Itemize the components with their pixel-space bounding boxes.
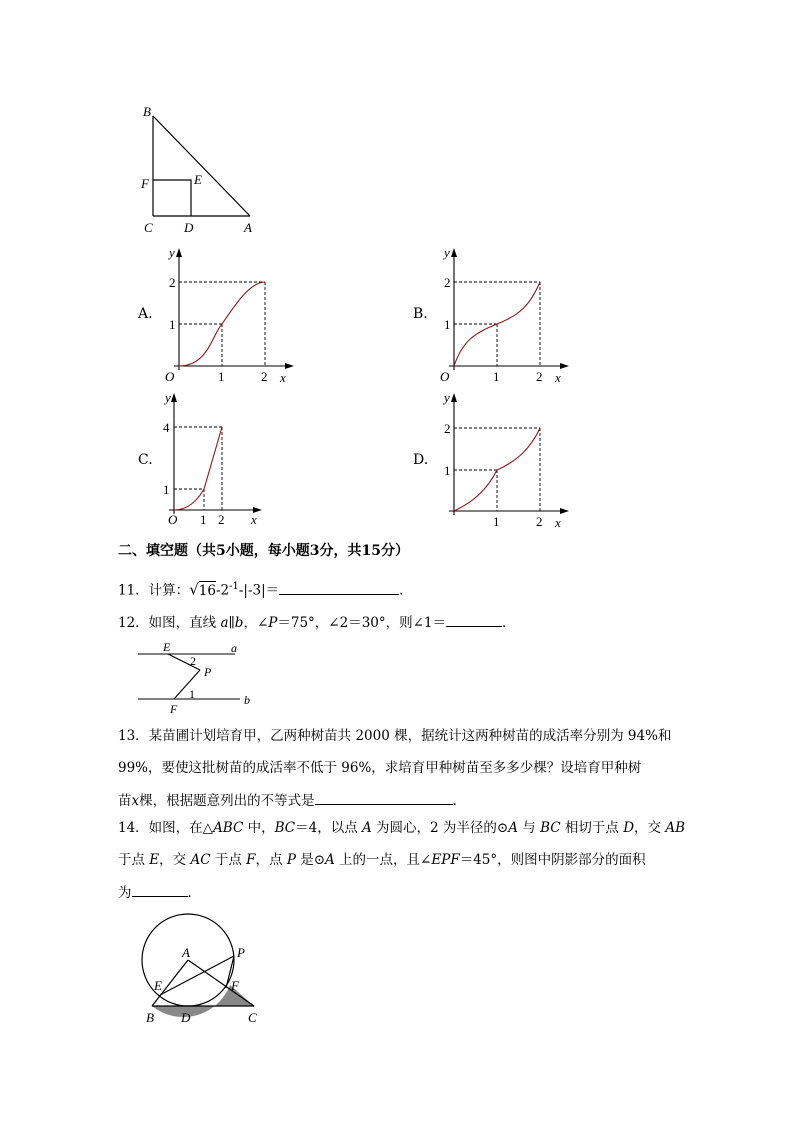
option-c-graph[interactable] [160, 390, 270, 530]
svg-text:x: x [280, 370, 286, 385]
svg-text:F: F [231, 978, 239, 993]
side-ab [153, 116, 250, 216]
svg-text:2: 2 [261, 369, 268, 384]
svg-text:x: x [251, 512, 257, 527]
svg-text:1: 1 [493, 369, 500, 384]
svg-text:O: O [168, 512, 178, 527]
svg-text:1: 1 [493, 514, 500, 529]
question-14-line-1: 14．如图，在△ABC 中，BC＝4，以点 A 为圆心，2 为半径的⊙A 与 BC 相切于点 D，交 AB [118, 820, 685, 836]
question-12: 12．如图，直线 a∥b，∠P＝75°，∠2＝30°，则∠1＝ ． [118, 612, 516, 633]
label-d: D [184, 220, 194, 235]
svg-text:1: 1 [444, 463, 451, 478]
circle-triangle-figure [130, 910, 270, 1035]
svg-text:A: A [182, 945, 190, 960]
question-13-line-1: 13．某苗圃计划培育甲，乙两种树苗共 2000 棵，据统计这两种树苗的成活率分别为 94%和 [118, 728, 672, 744]
svg-text:2: 2 [218, 512, 225, 527]
svg-text:P: P [204, 665, 212, 679]
question-14-line-3: 为 ． [118, 882, 201, 903]
svg-text:a: a [231, 641, 237, 655]
curve-c [174, 427, 222, 510]
square-cdef [153, 180, 191, 216]
answer-blank-11[interactable] [279, 580, 399, 595]
question-13-line-2: 99%，要使这批树苗的成活率不低于 96%，求培育甲种树苗至多多少棵？设培育甲种树 [118, 760, 642, 776]
triangle-figure [130, 100, 270, 240]
svg-text:2: 2 [444, 421, 451, 436]
svg-text:2: 2 [190, 654, 196, 668]
option-b-label[interactable]: B. [413, 306, 428, 322]
label-f: F [141, 176, 149, 191]
svg-text:2: 2 [169, 275, 176, 290]
svg-text:1: 1 [169, 317, 176, 332]
svg-text:O: O [440, 369, 450, 384]
curve-d [454, 428, 540, 511]
svg-text:y: y [444, 390, 450, 405]
svg-text:2: 2 [444, 275, 451, 290]
option-d-graph[interactable] [435, 390, 570, 532]
option-a-label[interactable]: A. [138, 306, 153, 322]
svg-text:4: 4 [163, 420, 170, 435]
svg-text:x: x [555, 515, 561, 530]
option-d-label[interactable]: D. [413, 452, 429, 468]
svg-text:D: D [181, 1010, 191, 1025]
svg-text:P: P [237, 945, 245, 960]
svg-text:1: 1 [218, 369, 225, 384]
svg-text:1: 1 [444, 317, 451, 332]
question-11: 11．计算：$√16-2^{-1}-|-3|=$ ． [118, 580, 413, 599]
svg-text:b: b [244, 693, 250, 707]
label-b: B [143, 104, 151, 119]
question-13-line-3: 苗x棵，根据题意列出的不等式是 ． [118, 790, 466, 811]
svg-text:1: 1 [200, 512, 207, 527]
svg-text:1: 1 [189, 687, 195, 701]
option-c-label[interactable]: C. [138, 452, 153, 468]
svg-text:y: y [444, 245, 450, 260]
label-c: C [144, 220, 153, 235]
answer-blank-13[interactable] [315, 790, 453, 805]
svg-text:y: y [165, 390, 171, 405]
svg-text:F: F [170, 702, 178, 716]
parallel-lines-figure [130, 638, 260, 718]
svg-text:x: x [555, 370, 561, 385]
svg-text:B: B [146, 1010, 154, 1025]
svg-text:E: E [163, 640, 171, 654]
svg-text:O: O [165, 369, 175, 384]
section-title: 二、填空题（共5小题，每小题3分，共15分） [118, 543, 409, 559]
label-a: A [244, 220, 252, 235]
svg-text:y: y [169, 245, 175, 260]
sqrt-sign: √ [189, 580, 199, 599]
svg-text:C: C [248, 1010, 257, 1025]
svg-text:2: 2 [536, 369, 543, 384]
question-14-line-2: 于点 E，交 AC 于点 F，点 P 是⊙A 上的一点，且∠EPF＝45°，则图中阴影部分的面积 [118, 852, 646, 868]
svg-text:2: 2 [536, 514, 543, 529]
label-e: E [194, 172, 202, 187]
svg-text:E: E [154, 978, 162, 993]
svg-text:1: 1 [163, 482, 170, 497]
answer-blank-14[interactable] [132, 882, 188, 897]
answer-blank-12[interactable] [446, 612, 502, 627]
option-a-graph[interactable] [160, 245, 295, 387]
option-b-graph[interactable] [435, 245, 570, 387]
